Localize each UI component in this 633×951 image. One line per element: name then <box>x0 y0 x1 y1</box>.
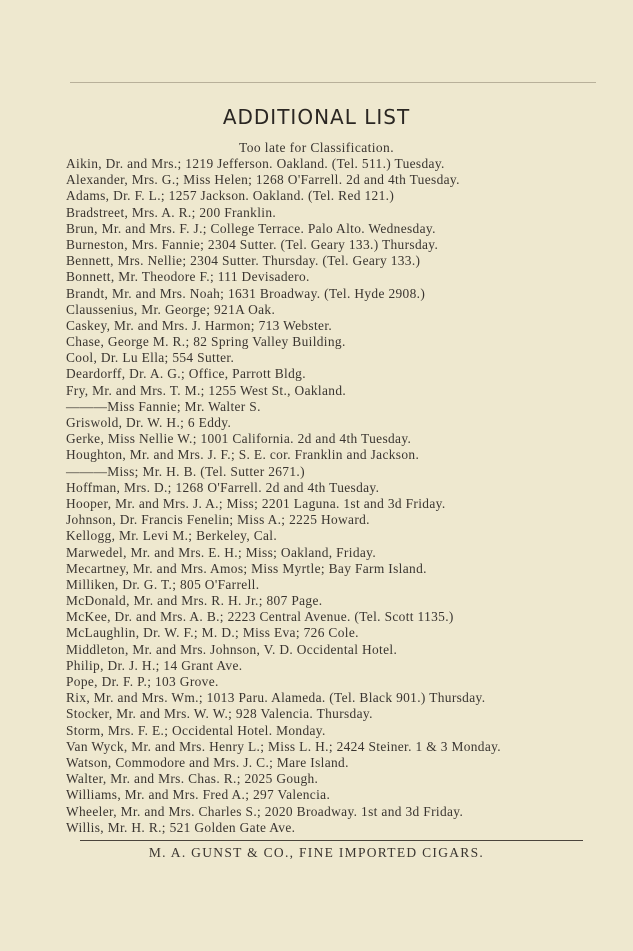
footer-advertisement: M. A. GUNST & CO., FINE IMPORTED CIGARS. <box>148 845 485 860</box>
list-item: Wheeler, Mr. and Mrs. Charles S.; 2020 Broadway. 1st and 3d Friday. <box>66 803 464 819</box>
entry-list <box>66 156 606 836</box>
list-item: Williams, Mr. and Mrs. Fred A.; 297 Valencia. <box>66 787 331 803</box>
list-item: Caskey, Mr. and Mrs. J. Harmon; 713 Webster. <box>66 317 333 333</box>
list-item: Mecartney, Mr. and Mrs. Amos; Miss Myrtle; Bay Farm Island. <box>66 560 427 576</box>
list-item: Walter, Mr. and Mrs. Chas. R.; 2025 Gough. <box>66 771 319 787</box>
top-rule <box>70 82 596 83</box>
list-item: Griswold, Dr. W. H.; 6 Eddy. <box>66 415 232 430</box>
list-item: Gerke, Miss Nellie W.; 1001 California. 2d and 4th Tuesday. <box>66 431 412 447</box>
list-item: Watson, Commodore and Mrs. J. C.; Mare Island. <box>66 754 349 770</box>
list-item: Cool, Dr. Lu Ella; 554 Sutter. <box>66 350 235 366</box>
list-item: Bonnett, Mr. Theodore F.; 111 Devisadero. <box>66 269 310 285</box>
list-item: Bennett, Mrs. Nellie; 2304 Sutter. Thursday. (Tel. Geary 133.) <box>66 253 421 269</box>
list-item: Claussenius, Mr. George; 921A Oak. <box>66 301 276 317</box>
list-item: Hooper, Mr. and Mrs. J. A.; Miss; 2201 Laguna. 1st and 3d Friday. <box>66 495 446 511</box>
list-item: McDonald, Mr. and Mrs. R. H. Jr.; 807 Page. <box>66 593 323 609</box>
list-item: Van Wyck, Mr. and Mrs. Henry L.; Miss L. H.; 2424 Steiner. 1 & 3 Monday. <box>66 738 502 754</box>
list-item: Middleton, Mr. and Mrs. Johnson, V. D. Occidental Hotel. <box>66 641 398 657</box>
list-item: Burneston, Mrs. Fannie; 2304 Sutter. (Tel. Geary 133.) Thursday. <box>66 236 439 252</box>
list-item: McKee, Dr. and Mrs. A. B.; 2223 Central Avenue. (Tel. Scott 1135.) <box>66 609 454 625</box>
list-item: Brun, Mr. and Mrs. F. J.; College Terrace. Palo Alto. Wednesday. <box>66 220 436 236</box>
list-item: Houghton, Mr. and Mrs. J. F.; S. E. cor. Franklin and Jackson. <box>66 447 420 463</box>
list-item: Alexander, Mrs. G.; Miss Helen; 1268 O'Farrell. 2d and 4th Tuesday. <box>66 172 460 188</box>
list-item: Adams, Dr. F. L.; 1257 Jackson. Oakland. (Tel. Red 121.) <box>66 188 395 204</box>
page-title: ADDITIONAL LIST <box>222 105 411 129</box>
list-item: McLaughlin, Dr. W. F.; M. D.; Miss Eva; 726 Cole. <box>66 625 359 641</box>
list-item: Deardorff, Dr. A. G.; Office, Parrott Bldg. <box>66 366 306 382</box>
bottom-rule <box>80 840 583 841</box>
list-item: Johnson, Dr. Francis Fenelin; Miss A.; 2225 Howard. <box>66 512 370 528</box>
list-item: Kellogg, Mr. Levi M.; Berkeley, Cal. <box>66 528 278 544</box>
list-item: Bradstreet, Mrs. A. R.; 200 Franklin. <box>66 204 277 220</box>
list-item: Philip, Dr. J. H.; 14 Grant Ave. <box>66 657 243 673</box>
list-item: Stocker, Mr. and Mrs. W. W.; 928 Valencia. Thursday. <box>66 706 373 722</box>
list-item: Aikin, Dr. and Mrs.; 1219 Jefferson. Oakland. (Tel. 511.) Tuesday. <box>66 156 445 171</box>
list-item: Storm, Mrs. F. E.; Occidental Hotel. Monday. <box>66 722 326 738</box>
list-item: Rix, Mr. and Mrs. Wm.; 1013 Paru. Alameda. (Tel. Black 901.) Thursday. <box>66 690 486 706</box>
page-subtitle: Too late for Classification. <box>239 140 394 155</box>
list-item: Pope, Dr. F. P.; 103 Grove. <box>66 674 219 689</box>
list-item: ———Miss; Mr. H. B. (Tel. Sutter 2671.) <box>66 463 305 479</box>
list-item: Willis, Mr. H. R.; 521 Golden Gate Ave. <box>66 819 296 835</box>
list-item: Fry, Mr. and Mrs. T. M.; 1255 West St., Oakland. <box>66 382 347 398</box>
list-item: Milliken, Dr. G. T.; 805 O'Farrell. <box>66 576 260 592</box>
list-item: ———Miss Fannie; Mr. Walter S. <box>66 398 261 414</box>
list-item: Marwedel, Mr. and Mrs. E. H.; Miss; Oakland, Friday. <box>66 544 377 560</box>
list-item: Chase, George M. R.; 82 Spring Valley Building. <box>66 334 346 350</box>
list-item: Hoffman, Mrs. D.; 1268 O'Farrell. 2d and 4th Tuesday. <box>66 479 380 495</box>
list-item: Brandt, Mr. and Mrs. Noah; 1631 Broadway. (Tel. Hyde 2908.) <box>66 285 426 301</box>
